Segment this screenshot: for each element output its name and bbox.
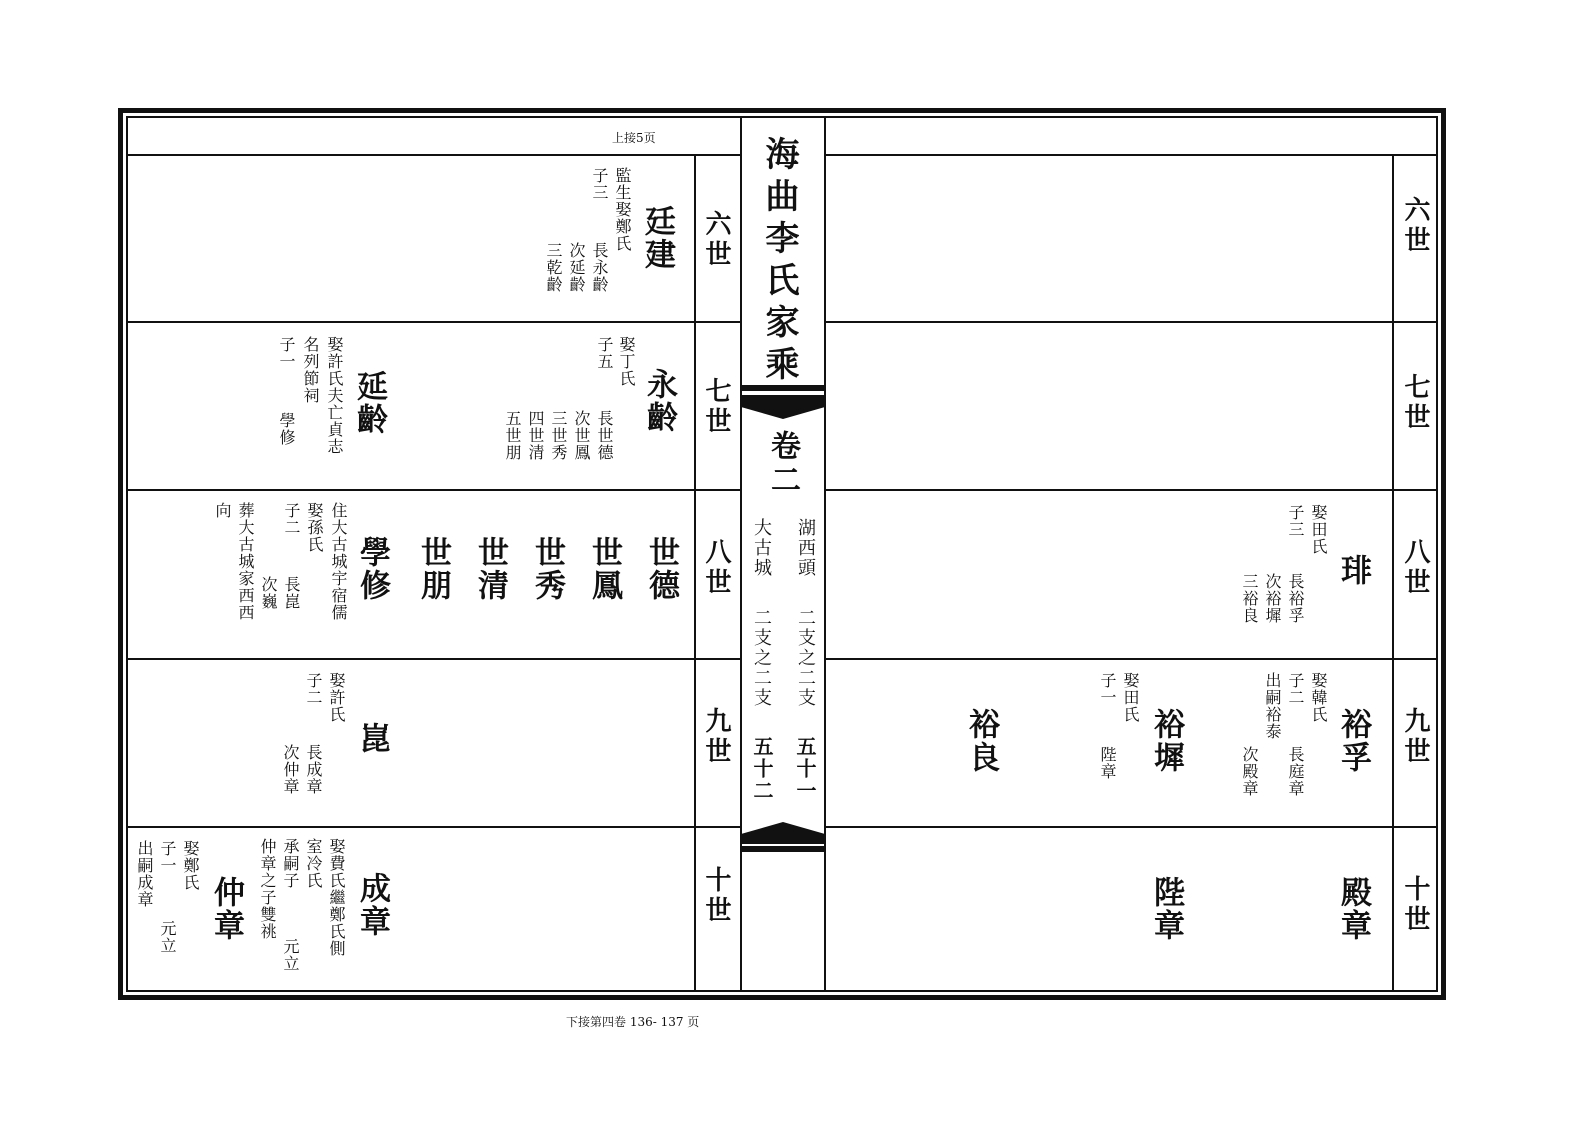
right-row-rule <box>826 658 1438 660</box>
person-note: 娶丁氏 <box>617 336 636 387</box>
top-continuation-note: 上接5页 <box>612 131 656 145</box>
person-note: 子一 <box>158 840 177 874</box>
son-entry: 陛章 <box>1098 746 1117 780</box>
son-entry: 次世鳳 <box>572 410 591 461</box>
genealogy-title: 海曲李氏家乘 <box>759 136 799 388</box>
person-name: 世清 <box>472 536 508 602</box>
person-name: 永齡 <box>641 368 677 434</box>
spine-right-border <box>824 118 826 992</box>
son-entry: 長成章 <box>304 744 323 795</box>
person-name: 廷建 <box>639 205 675 271</box>
person-note: 子三 <box>590 167 609 201</box>
left-row-rule <box>128 321 740 323</box>
person-name: 成章 <box>354 872 390 938</box>
person-note: 子三 <box>1286 504 1305 538</box>
right-gen-column-border <box>1392 154 1394 992</box>
son-entry: 長世德 <box>595 410 614 461</box>
son-entry: 次裕墀 <box>1263 573 1282 624</box>
son-entry: 三世秀 <box>549 410 568 461</box>
gen-label-7-left: 七世 <box>701 377 731 437</box>
gen-label-8-right: 八世 <box>1400 538 1430 598</box>
person-note: 出嗣裕泰 <box>1263 672 1282 740</box>
spine-left-border <box>740 118 742 992</box>
person-note: 住大古城宇宿儒 <box>329 502 348 621</box>
right-row-rule <box>826 826 1438 828</box>
son-entry: 次殿章 <box>1240 746 1259 797</box>
person-note: 子五 <box>595 336 614 370</box>
right-header-rule <box>826 154 1438 156</box>
son-entry: 元立 <box>158 920 177 954</box>
person-name: 世朋 <box>415 536 451 602</box>
upper-fishtail-ornament <box>741 385 825 425</box>
son-entry: 長崑 <box>282 576 301 610</box>
left-header-rule <box>128 154 740 156</box>
gen-label-10-left: 十世 <box>701 866 731 926</box>
person-name: 延齡 <box>351 370 387 436</box>
gen-label-9-left: 九世 <box>701 707 731 767</box>
gen-label-10-right: 十世 <box>1400 875 1430 935</box>
bottom-continuation-note: 下接第四卷 136- 137 页 <box>566 1015 700 1029</box>
left-row-rule <box>128 658 740 660</box>
spine-place-right: 湖西頭 <box>795 518 816 578</box>
person-name: 世鳳 <box>586 536 622 602</box>
gen-label-6-right: 六世 <box>1400 196 1430 256</box>
gen-label-9-right: 九世 <box>1400 707 1430 767</box>
person-note: 子二 <box>304 672 323 706</box>
person-name: 崑 <box>354 722 390 755</box>
person-name: 陛章 <box>1148 876 1184 942</box>
son-entry: 長裕孚 <box>1286 573 1305 624</box>
gen-label-6-left: 六世 <box>701 210 731 270</box>
son-entry: 三乾齡 <box>544 242 563 293</box>
person-note: 娶許氏夫亡貞志 <box>325 336 344 455</box>
son-entry: 三裕良 <box>1240 573 1259 624</box>
son-entry: 次延齡 <box>567 242 586 293</box>
spine-page-right: 五十一 <box>793 736 817 802</box>
spine-branch-right: 二支之二支 <box>795 608 816 708</box>
person-name: 琲 <box>1335 554 1371 587</box>
son-entry: 長永齡 <box>590 242 609 293</box>
person-note: 葬大古城家西西 <box>236 502 255 621</box>
left-gen-column-border <box>694 154 696 992</box>
person-note: 子二 <box>1286 672 1305 706</box>
person-note: 子一 <box>1098 672 1117 706</box>
right-row-rule <box>826 321 1438 323</box>
son-entry: 次仲章 <box>281 744 300 795</box>
son-entry: 長庭章 <box>1286 746 1305 797</box>
person-note: 娶鄭氏 <box>181 840 200 891</box>
person-note: 承嗣子 <box>281 838 300 889</box>
person-note: 室冷氏 <box>304 838 323 889</box>
person-note: 監生娶鄭氏 <box>613 167 632 252</box>
person-note: 仲章之子雙祧 <box>258 838 277 940</box>
person-note: 子二 <box>282 502 301 536</box>
gen-label-8-left: 八世 <box>701 538 731 598</box>
person-name: 裕墀 <box>1148 708 1184 774</box>
person-note: 娶田氏 <box>1121 672 1140 723</box>
person-note: 名列節祠 <box>301 336 320 404</box>
person-name: 裕孚 <box>1335 708 1371 774</box>
right-row-rule <box>826 489 1438 491</box>
son-entry: 次巍 <box>259 576 278 610</box>
spine-branch-left: 二支之二支 <box>751 608 772 708</box>
person-name: 裕良 <box>963 708 999 774</box>
person-note: 娶費氏繼鄭氏側 <box>327 838 346 957</box>
person-name: 仲章 <box>208 876 244 942</box>
left-row-rule <box>128 489 740 491</box>
person-note: 娶韓氏 <box>1309 672 1328 723</box>
lower-fishtail-ornament <box>741 820 825 852</box>
person-name: 學修 <box>354 536 390 602</box>
gen-label-7-right: 七世 <box>1400 373 1430 433</box>
person-note: 娶許氏 <box>327 672 346 723</box>
person-note: 向 <box>213 502 232 519</box>
son-entry: 五世朋 <box>503 410 522 461</box>
volume-label: 卷二 <box>765 430 800 498</box>
person-name: 殿章 <box>1335 876 1371 942</box>
person-name: 世秀 <box>529 536 565 602</box>
spine-page-left: 五十二 <box>750 736 774 802</box>
person-name: 世德 <box>643 536 679 602</box>
spine-place-left: 大古城 <box>751 518 772 578</box>
son-entry: 學修 <box>277 412 296 446</box>
person-note: 娶田氏 <box>1309 504 1328 555</box>
left-row-rule <box>128 826 740 828</box>
person-note: 出嗣成章 <box>135 840 154 908</box>
person-note: 娶孫氏 <box>305 502 324 553</box>
son-entry: 元立 <box>281 938 300 972</box>
son-entry: 四世清 <box>526 410 545 461</box>
person-note: 子一 <box>277 336 296 370</box>
